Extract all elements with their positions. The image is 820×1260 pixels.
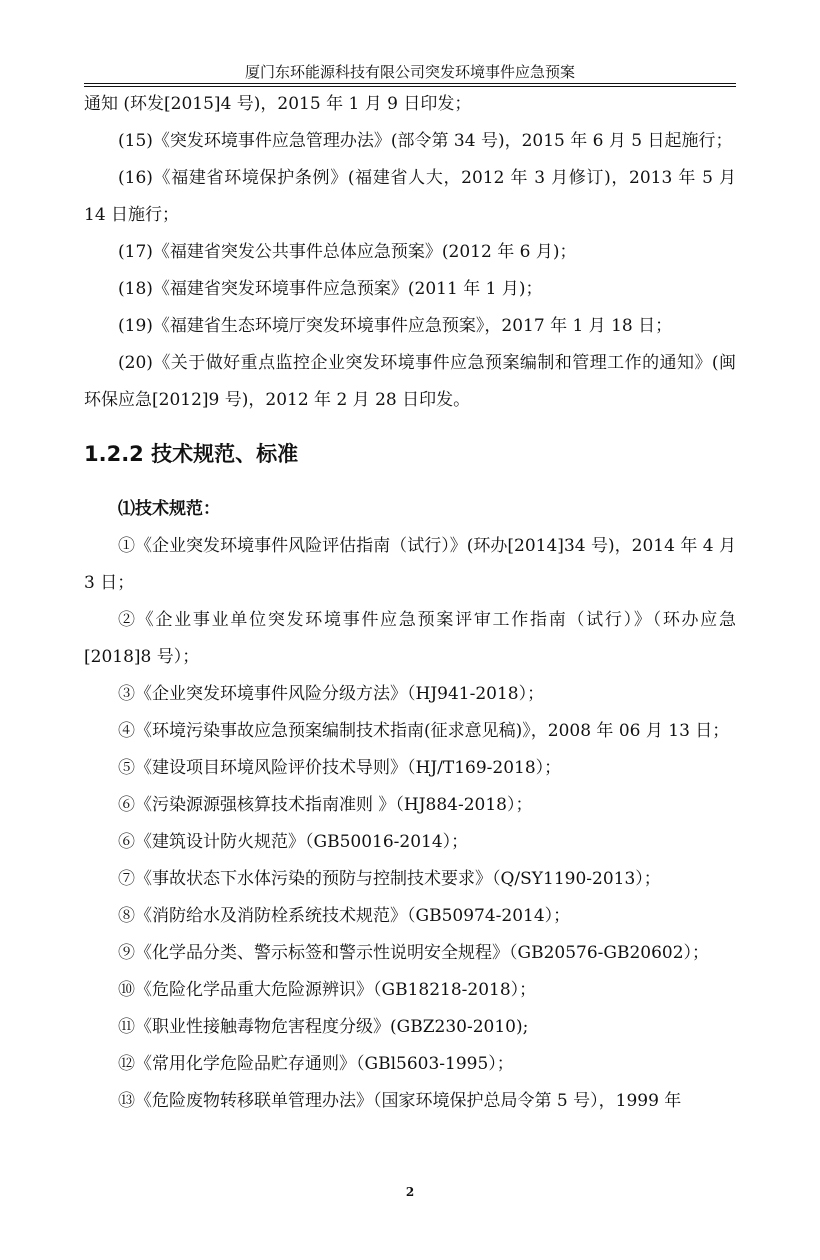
paragraph-continuation: 通知 (环发[2015]4 号)，2015 年 1 月 9 日印发；	[84, 94, 472, 114]
page-header: 厦门东环能源科技有限公司突发环境事件应急预案	[244, 63, 575, 81]
standard-item: ①《企业突发环境事件风险评估指南（试行）》(环办[2014]34 号)，2014 年 4 月 3 日；	[84, 536, 736, 593]
standard-item: ⑫《常用化学危险品贮存通则》（GBl5603-1995）；	[118, 1054, 514, 1074]
standard-item: ②《企业事业单位突发环境事件应急预案评审工作指南（试行）》（环办应急[2018]8 号）；	[84, 610, 736, 667]
standard-item: ⑤《建设项目环境风险评价技术导则》（HJ/T169-2018）；	[118, 758, 562, 778]
standard-item: ⑥《建筑设计防火规范》（GB50016-2014）；	[118, 832, 469, 852]
document-body	[84, 86, 736, 1120]
header-rule-thick	[84, 83, 736, 84]
section-heading: 1.2.2 技术规范、标准	[84, 442, 299, 466]
regulation-item-20: (20)《关于做好重点监控企业突发环境事件应急预案编制和管理工作的通知》(闽环保应急[2012]9 号)，2012 年 2 月 28 日印发。	[84, 353, 736, 410]
standard-item: ⑨《化学品分类、警示标签和警示性说明安全规程》（GB20576-GB20602）；	[118, 943, 710, 963]
standard-item: ③《企业突发环境事件风险分级方法》（HJ941-2018）；	[118, 684, 545, 704]
standard-item: ⑥《污染源源强核算技术指南准则 》（HJ884-2018）；	[118, 795, 533, 815]
regulation-item-16: (16)《福建省环境保护条例》(福建省人大，2012 年 3 月修订)，2013 年 5 月 14 日施行；	[84, 168, 736, 225]
regulation-item-17: (17)《福建省突发公共事件总体应急预案》(2012 年 6 月)；	[118, 242, 577, 262]
standard-item: ⑪《职业性接触毒物危害程度分级》(GBZ230-2010);	[118, 1017, 529, 1037]
standard-item: ④《环境污染事故应急预案编制技术指南(征求意见稿)》，2008 年 06 月 13 日；	[118, 721, 730, 741]
standard-item: ⑧《消防给水及消防栓系统技术规范》（GB50974-2014）；	[118, 906, 571, 926]
standard-item: ⑬《危险废物转移联单管理办法》（国家环境保护总局令第 5 号），1999 年	[118, 1091, 682, 1111]
standard-item: ⑩《危险化学品重大危险源辨识》（GB18218-2018）；	[118, 980, 537, 1000]
regulation-item-18: (18)《福建省突发环境事件应急预案》(2011 年 1 月)；	[118, 279, 543, 299]
regulation-item-19: (19)《福建省生态环境厅突发环境事件应急预案》，2017 年 1 月 18 日；	[118, 316, 673, 336]
subsection-heading: ⑴技术规范：	[118, 499, 220, 519]
standard-item: ⑦《事故状态下水体污染的预防与控制技术要求》（Q/SY1190-2013）；	[118, 869, 661, 889]
page-number: 2	[405, 1185, 415, 1199]
regulation-item-15: (15)《突发环境事件应急管理办法》(部令第 34 号)，2015 年 6 月 5 日起施行；	[118, 131, 733, 151]
